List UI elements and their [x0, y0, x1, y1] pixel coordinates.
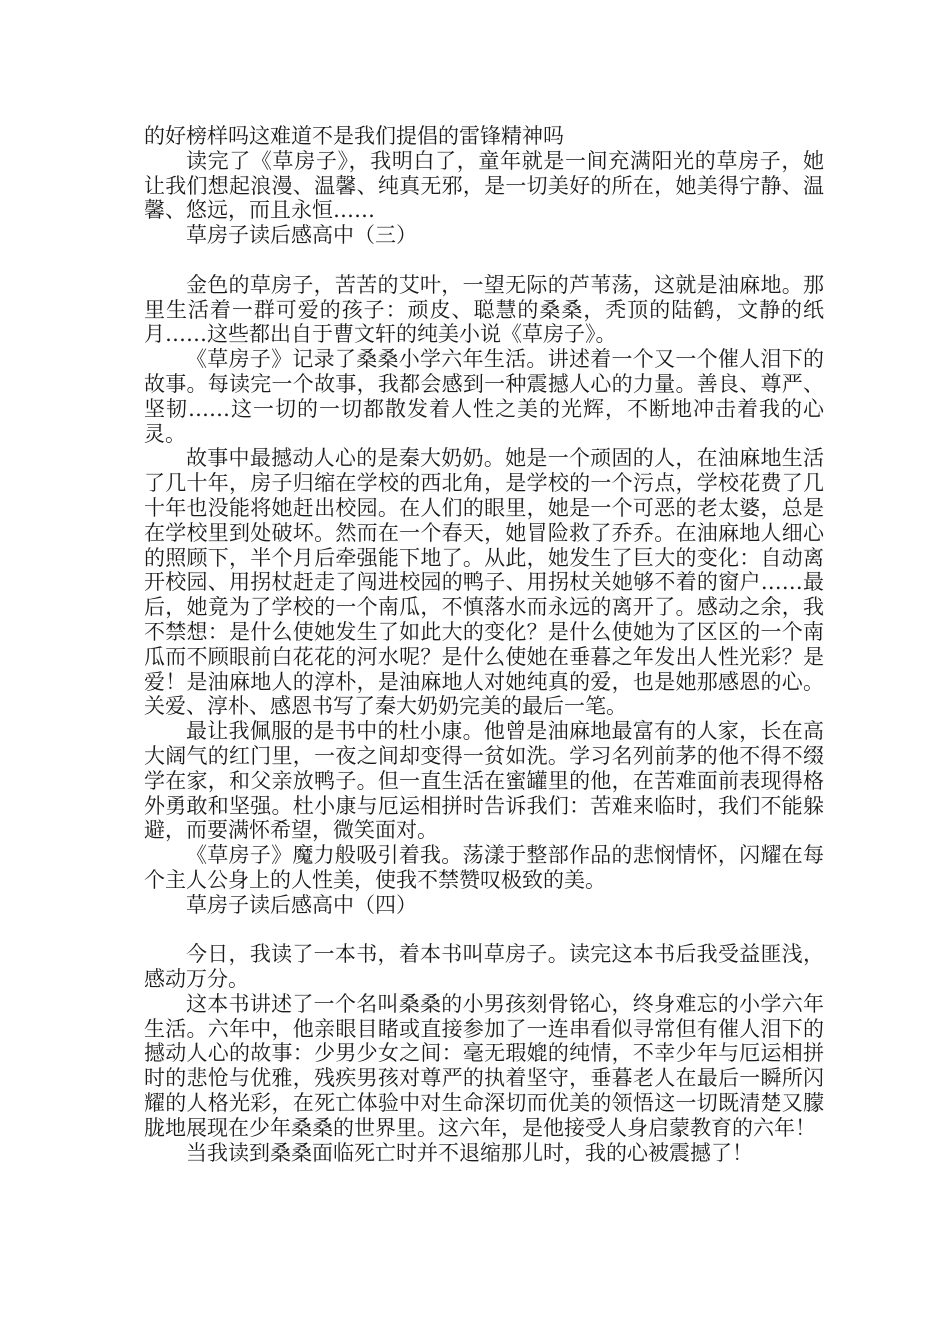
paragraph-last-line: 当我读到桑桑面临死亡时并不退缩那儿时，我的心被震撼了！: [186, 1140, 753, 1165]
paragraph-book-summary: 《草房子》记录了桑桑小学六年生活。讲述着一个又一个催人泪下的故事。每读完一个故事，我都会感到一种震撼人心的力量。善良、尊严、坚韧……这一切的一切都散发着人性之美的光辉，不断地冲击着我的心灵。: [144, 347, 824, 446]
blank-line: [144, 248, 824, 273]
paragraph-conclusion-3: 《草房子》魔力般吸引着我。荡漾于整部作品的悲悯情怀，闪耀在每个主人公身上的人性美，使我不禁赞叹极致的美。: [144, 843, 824, 892]
paragraph-du-xiaokang: 最让我佩服的是书中的杜小康。他曾是油麻地最富有的人家，长在高大阔气的红门里，一夜之间却变得一贫如洗。学习名列前茅的他不得不缀学在家，和父亲放鸭子。但一直生活在蜜罐里的他，在苦难面前表现得格外勇敢和坚强。杜小康与厄运相拼时告诉我们：苦难来临时，我们不能躲避，而要满怀希望，微笑面对。: [144, 719, 824, 843]
paragraph-reading-conclusion: 读完了《草房子》，我明白了，童年就是一间充满阳光的草房子，她让我们想起浪漫、温馨、纯真无邪，是一切美好的所在，她美得宁静、温馨、悠远，而且永恒……: [144, 148, 824, 223]
paragraph-qin-grandma: 故事中最撼动人心的是秦大奶奶。她是一个顽固的人，在油麻地生活了几十年，房子归缩在学校的西北角，是学校的一个污点，学校花费了几十年也没能将她赶出校园。在人们的眼里，她是一个可恶的老太婆，总是在学校里到处破坏。然而在一个春天，她冒险救了乔乔。在油麻地人细心的照顾下，半个月后牵强能下地了。从此，她发生了巨大的变化：自动离开校园、用拐杖赶走了闯进校园的鸭子、用拐杖关她够不着的窗户……最后，她竟为了学校的一个南瓜，不慎落水而永远的离开了。感动之余，我不禁想：是什么使她发生了如此大的变化？是什么使她为了区区的一个南瓜而不顾眼前白花花的河水呢？是什么使她在垂暮之年发出人性光彩？是爱！是油麻地人的淳朴，是油麻地人对她纯真的爱，也是她那感恩的心。关爱、淳朴、感恩书写了秦大奶奶完美的最后一笔。: [144, 446, 824, 719]
section-heading-3: 草房子读后感高中（三）: [186, 223, 417, 248]
section-heading-4: 草房子读后感高中（四）: [186, 892, 417, 917]
blank-line: [144, 918, 824, 943]
paragraph-sangsang-summary: 这本书讲述了一个名叫桑桑的小男孩刻骨铭心，终身难忘的小学六年生活。六年中，他亲眼目睹或直接参加了一连串看似寻常但有催人泪下的撼动人心的故事：少男少女之间：毫无瑕媲的纯情，不幸少年与厄运相拼时的悲怆与优雅，残疾男孩对尊严的执着坚守，垂暮老人在最后一瞬所闪耀的人格光彩，在死亡体验中对生命深切而优美的领悟这一切既清楚又朦胧地展现在少年桑桑的世界里。这六年，是他接受人身启蒙教育的六年！: [144, 991, 824, 1140]
document-page: [144, 124, 824, 1165]
paragraph-intro-4: 今日，我读了一本书，着本书叫草房子。读完这本书后我受益匪浅，感动万分。: [144, 942, 824, 992]
paragraph-intro-youmadi: 金色的草房子，苦苦的艾叶，一望无际的芦苇荡，这就是油麻地。那里生活着一群可爱的孩子：顽皮、聪慧的桑桑，秃顶的陆鹤，文静的纸月……这些都出自于曹文轩的纯美小说《草房子》。: [144, 272, 824, 347]
paragraph-continuation: 的好榜样吗这难道不是我们提倡的雷锋精神吗: [144, 124, 564, 148]
